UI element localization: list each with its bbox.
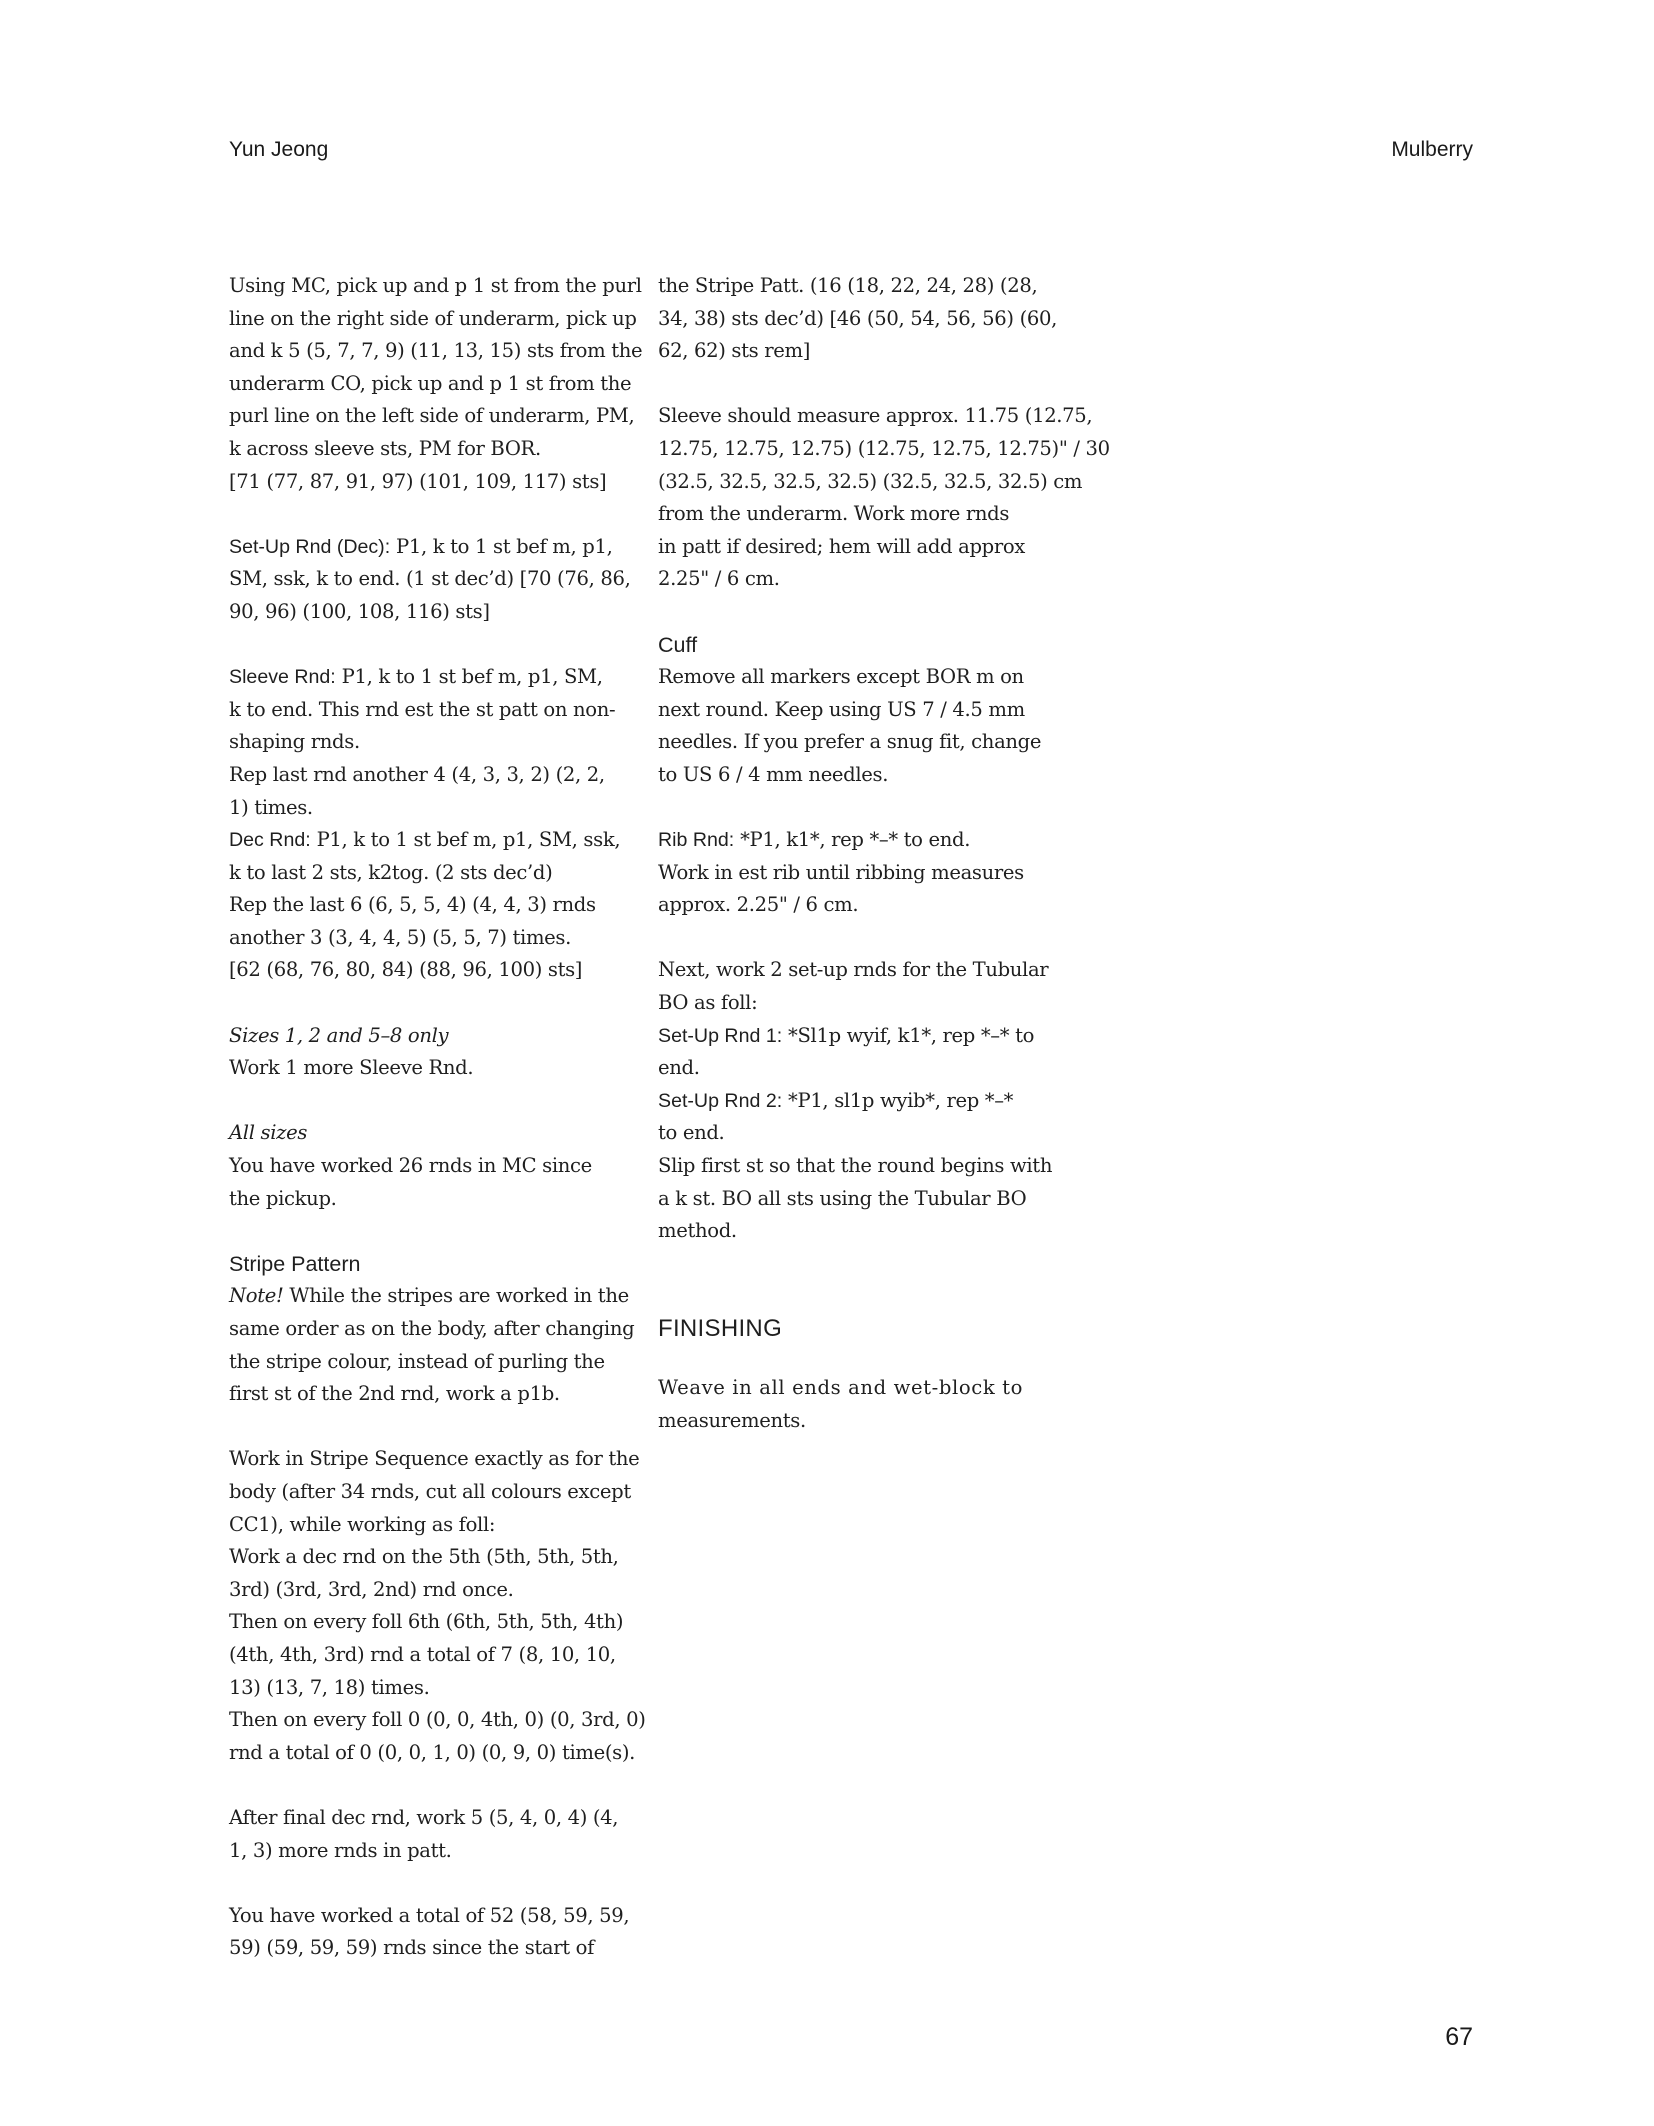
- text-line: 3rd) (3rd, 3rd, 2nd) rnd once.: [229, 1577, 514, 1601]
- text-line: Remove all markers except BOR m on: [658, 665, 1024, 689]
- text-line: the Stripe Patt. (16 (18, 22, 24, 28) (28,: [658, 274, 1038, 297]
- text-line: 59) (59, 59, 59) rnds since the start of: [229, 1936, 595, 1960]
- text-line: Work 1 more Sleeve Rnd.: [229, 1056, 474, 1080]
- text-line: [658, 1020, 1051, 1053]
- text-line: the stripe colour, instead of purling the: [229, 1349, 605, 1373]
- text-line: first st of the 2nd rnd, work a p1b.: [229, 1382, 560, 1406]
- text-line: [229, 661, 622, 694]
- text-line: (32.5, 32.5, 32.5, 32.5) (32.5, 32.5, 32.5) cm: [658, 469, 1083, 493]
- text-line: You have worked 26 rnds in MC since: [229, 1154, 592, 1178]
- text-line: and k 5 (5, 7, 7, 9) (11, 13, 15) sts from the: [229, 339, 643, 363]
- sizes-label: Sizes 1, 2 and 5–8 only: [229, 1023, 449, 1047]
- text-line: method.: [658, 1219, 737, 1243]
- text-line: Sleeve should measure approx. 11.75 (12.75,: [658, 404, 1093, 428]
- text-line: to end.: [658, 1121, 725, 1145]
- rib-rnd-label: Rib Rnd:: [658, 829, 735, 852]
- text-line: to US 6 / 4 mm needles.: [658, 762, 889, 786]
- text-line: Work in est rib until ribbing measures: [658, 860, 1024, 884]
- text-line: 13) (13, 7, 18) times.: [229, 1675, 430, 1699]
- finishing-section: [658, 1313, 1051, 1438]
- text-line: the pickup.: [229, 1186, 337, 1210]
- pickup-paragraph: [229, 270, 643, 498]
- text-line: 1) times.: [229, 795, 313, 819]
- text-line: Rep the last 6 (6, 5, 5, 4) (4, 4, 3) rnds: [229, 893, 596, 917]
- sleeve-rnd-text: P1, k to 1 st bef m, p1, SM,: [335, 665, 603, 689]
- all-sizes-paragraph: [229, 1117, 622, 1215]
- text-line: 62, 62) sts rem]: [658, 339, 810, 363]
- text-line: Next, work 2 set-up rnds for the Tubular: [658, 958, 1049, 982]
- dec-rnd-label: Dec Rnd:: [229, 829, 311, 852]
- text-line: [229, 531, 622, 564]
- text-line: Slip first st so that the round begins with: [658, 1154, 1053, 1178]
- cuff-heading: Cuff: [658, 632, 698, 657]
- stripe-continued-paragraph: [658, 270, 1057, 368]
- text-line: body (after 34 rnds, cut all colours except: [229, 1479, 631, 1503]
- rib-rnd-paragraph: [658, 824, 1051, 922]
- text-line: You have worked a total of 52 (58, 59, 59,: [229, 1903, 630, 1927]
- text-line: [229, 824, 622, 857]
- text-line: CC1), while working as foll:: [229, 1512, 496, 1536]
- note-text: While the stripes are worked in the: [283, 1284, 629, 1308]
- text-line: Then on every foll 0 (0, 0, 4th, 0) (0, 3rd, 0): [229, 1708, 646, 1732]
- text-line: next round. Keep using US 7 / 4.5 mm: [658, 697, 1025, 721]
- text-line: 2.25" / 6 cm.: [658, 567, 780, 591]
- header-title: Mulberry: [1391, 138, 1473, 161]
- stripe-sequence-paragraph: [229, 1443, 646, 1769]
- stripe-pattern-section: [229, 1248, 635, 1411]
- finishing-heading: FINISHING: [658, 1314, 783, 1342]
- setup-rnd-1-text: *Sl1p wyif, k1*, rep *–* to: [782, 1023, 1035, 1047]
- text-line: Then on every foll 6th (6th, 5th, 5th, 4th): [229, 1610, 624, 1634]
- setup-rnd-label: Set-Up Rnd (Dec):: [229, 535, 391, 558]
- text-line: same order as on the body, after changing: [229, 1317, 635, 1340]
- cuff-section: [658, 629, 1051, 792]
- text-line: After final dec rnd, work 5 (5, 4, 0, 4) (4,: [229, 1805, 619, 1829]
- text-line: 1, 3) more rnds in patt.: [229, 1838, 452, 1862]
- text-line: rnd a total of 0 (0, 0, 1, 0) (0, 9, 0) time(s).: [229, 1740, 636, 1764]
- sleeve-rnd-label: Sleeve Rnd:: [229, 666, 336, 689]
- text-line: approx. 2.25" / 6 cm.: [658, 893, 859, 917]
- text-line: Rep last rnd another 4 (4, 3, 3, 2) (2, 2,: [229, 762, 605, 786]
- text-line: Work in Stripe Sequence exactly as for the: [229, 1447, 640, 1471]
- text-line: end.: [658, 1056, 700, 1080]
- text-line: 34, 38) sts dec’d) [46 (50, 54, 56, 56) (60,: [658, 306, 1057, 330]
- text-line: k across sleeve sts, PM for BOR.: [229, 436, 541, 460]
- text-line: k to last 2 sts, k2tog. (2 sts dec’d): [229, 860, 553, 884]
- setup-rnd-1-label: Set-Up Rnd 1:: [658, 1024, 783, 1047]
- text-line: [62 (68, 76, 80, 84) (88, 96, 100) sts]: [229, 958, 583, 982]
- text-line: in patt if desired; hem will add approx: [658, 534, 1026, 558]
- text-line: another 3 (3, 4, 4, 5) (5, 5, 7) times.: [229, 925, 572, 949]
- rib-rnd-text: *P1, k1*, rep *–* to end.: [734, 828, 971, 852]
- note-label: Note!: [229, 1284, 284, 1308]
- text-line: shaping rnds.: [229, 730, 360, 754]
- column-right: [658, 270, 1110, 1470]
- text-line: [71 (77, 87, 91, 97) (101, 109, 117) sts]: [229, 469, 607, 493]
- dec-rnd-text: P1, k to 1 st bef m, p1, SM, ssk,: [310, 828, 621, 852]
- setup-rnd-2-label: Set-Up Rnd 2:: [658, 1089, 783, 1112]
- text-line: line on the right side of underarm, pick up: [229, 306, 637, 330]
- text-line: [229, 1280, 629, 1313]
- text-line: underarm CO, pick up and p 1 st from the: [229, 371, 632, 395]
- stripe-pattern-heading: Stripe Pattern: [229, 1251, 361, 1276]
- setup-rnd-2-text: *P1, sl1p wyib*, rep *–*: [782, 1088, 1014, 1112]
- text-line: needles. If you prefer a snug fit, change: [658, 730, 1042, 754]
- text-line: BO as foll:: [658, 991, 758, 1015]
- text-line: (4th, 4th, 3rd) rnd a total of 7 (8, 10, 10,: [229, 1642, 616, 1666]
- all-sizes-label: All sizes: [229, 1121, 308, 1145]
- column-left: [229, 270, 646, 1997]
- text-line: k to end. This rnd est the st patt on non-: [229, 697, 616, 721]
- text-line: 90, 96) (100, 108, 116) sts]: [229, 599, 490, 623]
- after-dec-paragraph: [229, 1802, 622, 1867]
- tubular-bo-paragraph: [658, 954, 1051, 1247]
- text-line: purl line on the left side of underarm, PM,: [229, 404, 635, 428]
- setup-rnd-paragraph: [229, 531, 631, 629]
- sizes-paragraph: [229, 1020, 622, 1085]
- setup-rnd-text: P1, k to 1 st bef m, p1,: [390, 534, 613, 558]
- text-line: Using MC, pick up and p 1 st from the purl: [229, 274, 642, 297]
- total-paragraph: [229, 1900, 630, 1965]
- text-line: Weave in all ends and wet-block to: [658, 1376, 1023, 1400]
- text-line: [658, 1085, 1051, 1118]
- header-author: Yun Jeong: [229, 138, 329, 161]
- text-line: from the underarm. Work more rnds: [658, 502, 1010, 526]
- text-line: SM, ssk, k to end. (1 st dec’d) [70 (76, 86,: [229, 567, 631, 591]
- text-line: measurements.: [658, 1409, 806, 1432]
- text-line: a k st. BO all sts using the Tubular BO: [658, 1186, 1027, 1210]
- page-number: 67: [1445, 2023, 1473, 2051]
- text-line: [658, 824, 1051, 857]
- measure-paragraph: [658, 400, 1110, 596]
- text-line: 12.75, 12.75, 12.75) (12.75, 12.75, 12.75)" / 30: [658, 436, 1110, 460]
- text-line: Work a dec rnd on the 5th (5th, 5th, 5th,: [229, 1545, 619, 1569]
- sleeve-rnd-paragraph: [229, 661, 622, 987]
